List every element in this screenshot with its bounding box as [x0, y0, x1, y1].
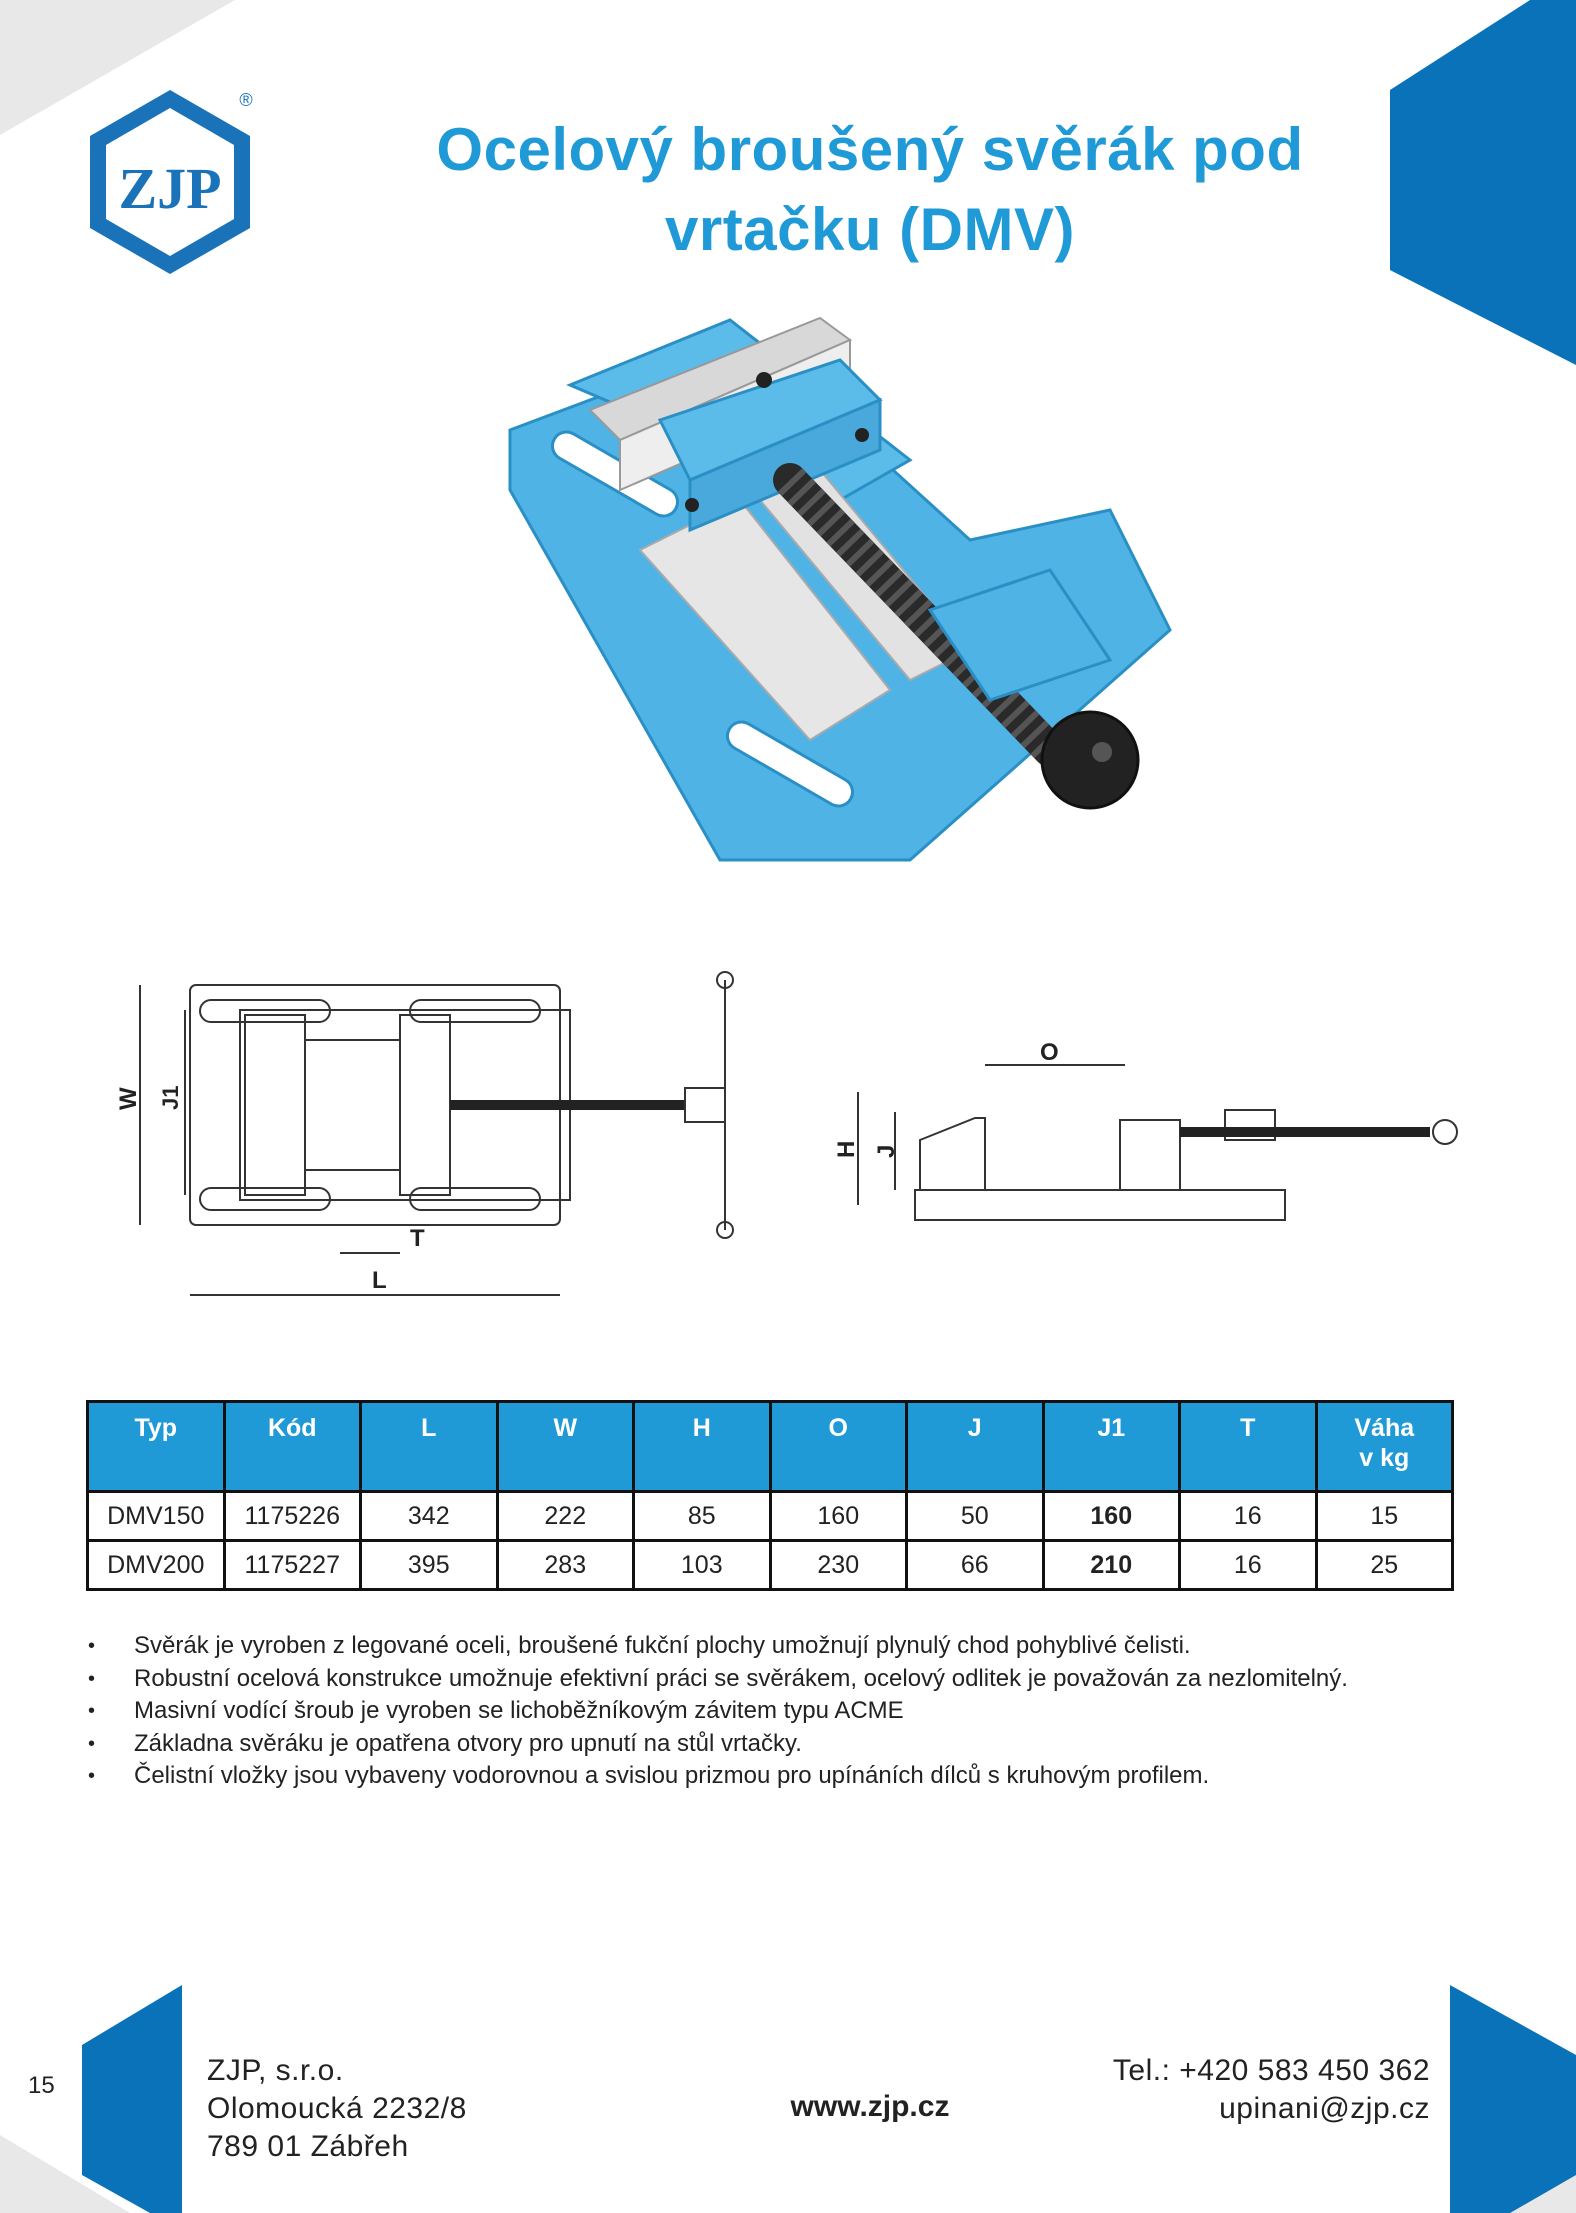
technical-drawing-side-view	[820, 1020, 1500, 1260]
phone-number[interactable]: Tel.: +420 583 450 362	[1112, 2054, 1430, 2087]
header-vaha: Váha v kg	[1316, 1402, 1453, 1492]
company-address	[207, 2052, 467, 2166]
list-item: • Masivní vodící šroub je vyroben se lichoběžníkovým závitem typu ACME	[86, 1695, 1486, 1728]
dim-label-w: W	[115, 1087, 142, 1110]
header-w: W	[497, 1402, 634, 1492]
company-street: Olomoucká 2232/8	[207, 2092, 467, 2125]
title-line-1: Ocelový broušený svěrák pod	[436, 116, 1304, 183]
title-line-2: vrtačku (DMV)	[665, 196, 1075, 263]
dim-label-t: T	[410, 1225, 425, 1252]
dim-label-j1: J1	[158, 1085, 183, 1110]
list-item: • Čelistní vložky jsou vybaveny vodorovnou a svislou prizmou pro upínáních dílců s kruhovým profilem.	[86, 1760, 1486, 1793]
zjp-logo	[88, 88, 258, 278]
dim-label-j: J	[873, 1144, 900, 1158]
table-header-row	[88, 1402, 1453, 1492]
logo-text: ZJP	[118, 156, 222, 221]
page-title	[300, 110, 1440, 270]
list-item: • Svěrák je vyroben z legované oceli, broušené fukční plochy umožnují plynulý chod pohyblivé čelisti.	[86, 1630, 1486, 1663]
header-l: L	[361, 1402, 498, 1492]
list-item: • Robustní ocelová konstrukce umožnuje efektivní práci se svěrákem, ocelový odlitek je považován za nezlomitelný.	[86, 1663, 1486, 1696]
header-j: J	[907, 1402, 1044, 1492]
header-o: O	[770, 1402, 907, 1492]
table-row: DMV200 1175227 395 283 103 230 66 210 16 25	[88, 1541, 1453, 1590]
header-t: T	[1180, 1402, 1317, 1492]
dim-label-h: H	[833, 1140, 860, 1158]
technical-drawing-top-view	[100, 970, 780, 1320]
product-photo-vise	[490, 300, 1210, 880]
bottom-right-corner-decoration	[1440, 1985, 1576, 2213]
header-typ: Typ	[88, 1402, 225, 1492]
feature-list	[86, 1630, 1486, 1793]
website-link[interactable]: www.zjp.cz	[790, 2090, 950, 2123]
dim-label-l: L	[372, 1267, 387, 1294]
table-row: DMV150 1175226 342 222 85 160 50 160 16 15	[88, 1492, 1453, 1541]
page-number: 15	[28, 2072, 55, 2099]
list-item: • Základna svěráku je opatřena otvory pro upnutí na stůl vrtačky.	[86, 1728, 1486, 1761]
header-j1: J1	[1043, 1402, 1180, 1492]
contact-info	[1000, 2052, 1430, 2128]
header-kod: Kód	[224, 1402, 361, 1492]
email-link[interactable]: upinani@zjp.cz	[1219, 2092, 1430, 2125]
company-city: 789 01 Zábřeh	[207, 2130, 409, 2163]
dim-label-o: O	[1040, 1039, 1059, 1066]
company-name: ZJP, s.r.o.	[207, 2054, 344, 2087]
spec-table	[86, 1400, 1454, 1591]
header-h: H	[634, 1402, 771, 1492]
registered-mark: ®	[239, 90, 253, 110]
